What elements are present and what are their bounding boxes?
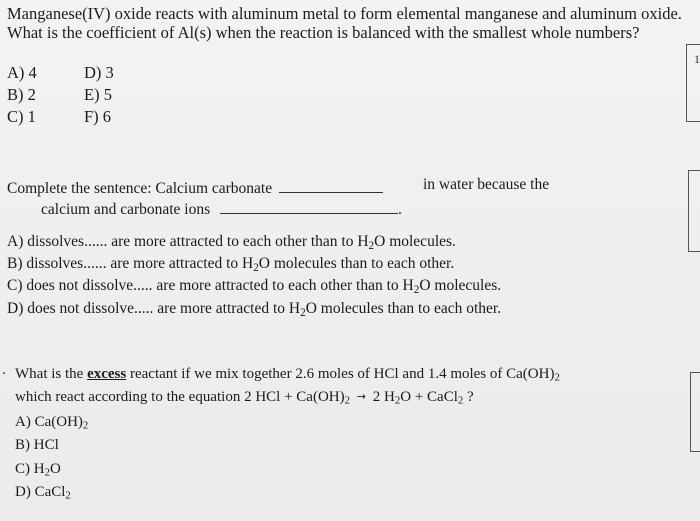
q3-option-d[interactable]: D) CaCl$_2$ — [15, 484, 71, 502]
q3-excess-emphasis: excess — [87, 366, 127, 382]
q1-option-b[interactable]: B) 2 — [7, 85, 36, 104]
q2-option-a[interactable]: A) dissolves...... are more attracted to each other than to $H_2O$ molecules. — [7, 233, 456, 252]
q1-option-c[interactable]: C) 1 — [7, 107, 36, 126]
q1-line2: What is the coefficient of Al(s) when the reaction is balanced with the smallest whole numbers? — [7, 23, 640, 42]
q1-option-d[interactable]: D) 3 — [84, 63, 114, 82]
q1-option-a[interactable]: A) 4 — [7, 63, 37, 82]
q1-line1: Manganese(IV) oxide reacts with aluminum metal to form elemental manganese and aluminum oxide. — [7, 4, 682, 23]
q2-answer-box[interactable] — [688, 170, 700, 252]
q3-lead-dot: . — [2, 362, 6, 378]
q3-option-c[interactable]: C) $H_2O$ — [15, 461, 61, 479]
q2-prompt-end: . — [398, 201, 402, 218]
q2-option-b[interactable]: B) dissolves...... are more attracted to $H_2O$ molecules than to each other. — [7, 255, 455, 274]
reaction-arrow-icon: → — [356, 390, 366, 403]
q3-option-a[interactable]: A) $Ca(OH)_2$ — [15, 414, 89, 432]
q3-line1: What is the excess reactant if we mix together 2.6 moles of HCl and 1.4 moles of $Ca(OH)_2$ — [15, 366, 560, 384]
q1-box-mark: 1 — [694, 52, 700, 66]
q2-blank-1[interactable] — [279, 192, 383, 193]
q2-option-c[interactable]: C) does not dissolve..... are more attracted to each other than to $H_2O$ molecules. — [7, 277, 502, 296]
q1-option-f[interactable]: F) 6 — [84, 107, 112, 126]
q2-prompt-line1 — [7, 180, 383, 198]
q2-option-d[interactable]: D) does not dissolve..... are more attracted to $H_2O$ molecules than to each other. — [7, 300, 502, 319]
q3-answer-box[interactable] — [690, 372, 700, 452]
q2-prompt-line2 — [41, 201, 402, 219]
q2-prompt-b: in water because the — [423, 176, 550, 193]
q2-blank-2[interactable] — [220, 213, 398, 214]
q2-prompt-c: calcium and carbonate ions — [41, 201, 211, 218]
q1-option-e[interactable]: E) 5 — [84, 85, 112, 104]
q3-line2: which react according to the equation 2 HCl + $Ca(OH)_2 \to 2$ $H_2O$ + CaCl$_2$ ? — [15, 389, 474, 407]
q2-prompt-a: Complete the sentence: Calcium carbonate — [7, 180, 273, 197]
q3-option-b[interactable]: B) HCl — [15, 437, 59, 453]
